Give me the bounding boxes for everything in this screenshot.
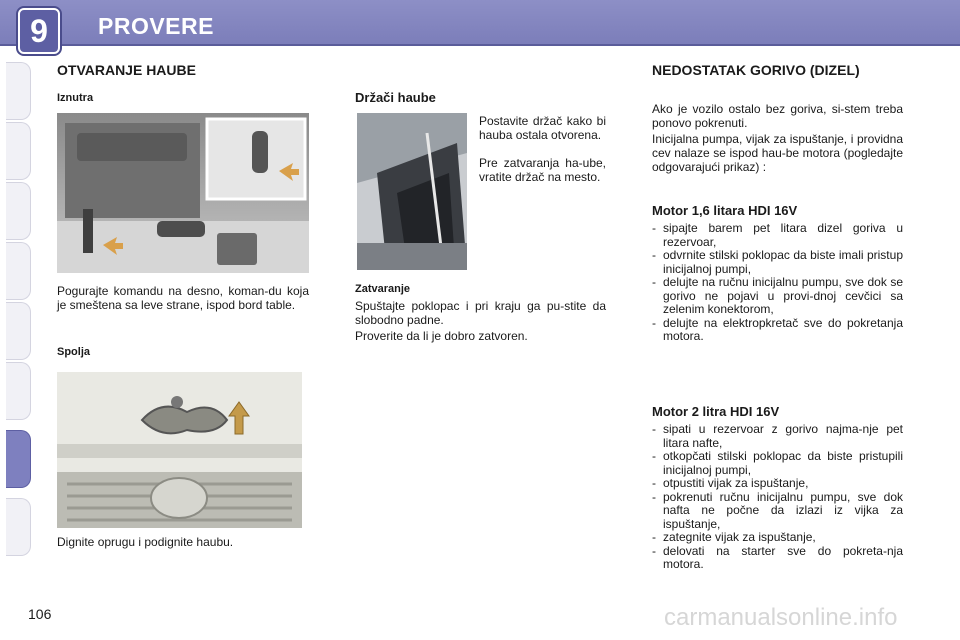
list-item: - zategnite vijak za ispuštanje, xyxy=(652,531,903,545)
paragraph-check-closed: Proverite da li je dobro zatvoren. xyxy=(355,329,528,343)
index-tab[interactable] xyxy=(6,242,31,300)
paragraph-outside-instructions: Dignite oprugu i podignite haubu. xyxy=(57,535,234,549)
paragraph-pump-location: Inicijalna pumpa, vijak za ispuštanje, i providna cev nalaze se ispod hau-be motora (pogledajte odgovarajući prikaz) : xyxy=(652,132,903,174)
index-tab[interactable] xyxy=(6,182,31,240)
section-heading-hood-opening: OTVARANJE HAUBE xyxy=(57,62,196,78)
index-tab[interactable] xyxy=(6,122,31,180)
subheading-outside: Spolja xyxy=(57,346,91,358)
index-tab[interactable] xyxy=(6,302,31,360)
photo-inside-release-lever xyxy=(57,113,309,273)
list-item: - otkopčati stilski poklopac da biste pristupili inicijalnoj pumpi, xyxy=(652,450,903,477)
chapter-title: PROVERE xyxy=(98,13,214,39)
photo-hood-prop-rod xyxy=(357,113,467,270)
index-tab-active[interactable] xyxy=(6,430,31,488)
paragraph-prop-return: Pre zatvaranja ha-ube, vratite držač na mesto. xyxy=(479,156,606,184)
paragraph-prop-install: Postavite držač kako bi hauba ostala otvorena. xyxy=(479,114,606,142)
watermark: carmanualsonline.info xyxy=(664,604,898,631)
photo-outside-safety-catch xyxy=(57,372,302,528)
list-item: - delovati na starter sve do pokreta-nja motora. xyxy=(652,545,903,572)
list-item: - odvrnite stilski poklopac da biste imali pristup inicijalnoj pumpi, xyxy=(652,249,903,276)
subheading-closing: Zatvaranje xyxy=(355,283,411,295)
section-heading-hood-props: Držači haube xyxy=(355,90,436,105)
list-item: - pokrenuti ručnu inicijalnu pumpu, sve dok nafta ne počne da izlazi iz vijka za ispuštanje, xyxy=(652,491,903,532)
heading-engine-2-0-hdi: Motor 2 litra HDI 16V xyxy=(652,404,780,419)
header-divider xyxy=(0,44,960,46)
index-tab[interactable] xyxy=(6,498,31,556)
list-item: - sipati u rezervoar z gorivo najma-nje pet litara nafte, xyxy=(652,423,903,450)
paragraph-closing: Spuštajte poklopac i pri kraju ga pu-stite da slobodno padne. xyxy=(355,299,606,327)
index-tab[interactable] xyxy=(6,362,31,420)
steps-engine-1-6-hdi xyxy=(652,222,903,344)
side-index-tabs xyxy=(0,58,32,578)
paragraph-inside-instructions: Pogurajte komandu na desno, koman-du koja je smeštena sa leve strane, ispod bord table. xyxy=(57,284,309,312)
list-item: - otpustiti vijak za ispuštanje, xyxy=(652,477,903,491)
list-item: - delujte na ručnu inicijalnu pumpu, sve dok se gorivo ne pojavi u provi-dnoj cevčici sa zelenim konektorom, xyxy=(652,276,903,317)
heading-engine-1-6-hdi: Motor 1,6 litara HDI 16V xyxy=(652,203,798,218)
list-item: - delujte na elektropkretač sve do pokretanja motora. xyxy=(652,317,903,344)
list-item: - sipajte barem pet litara dizel goriva u rezervoar, xyxy=(652,222,903,249)
chapter-number-badge: 9 xyxy=(18,8,60,54)
index-tab[interactable] xyxy=(6,62,31,120)
steps-engine-2-0-hdi xyxy=(652,423,903,572)
subheading-inside: Iznutra xyxy=(57,92,94,104)
paragraph-fuel-intro: Ako je vozilo ostalo bez goriva, si-stem treba ponovo pokrenuti. xyxy=(652,102,903,130)
section-heading-fuel-shortage: NEDOSTATAK GORIVO (DIZEL) xyxy=(652,62,860,78)
page-number: 106 xyxy=(28,606,52,622)
